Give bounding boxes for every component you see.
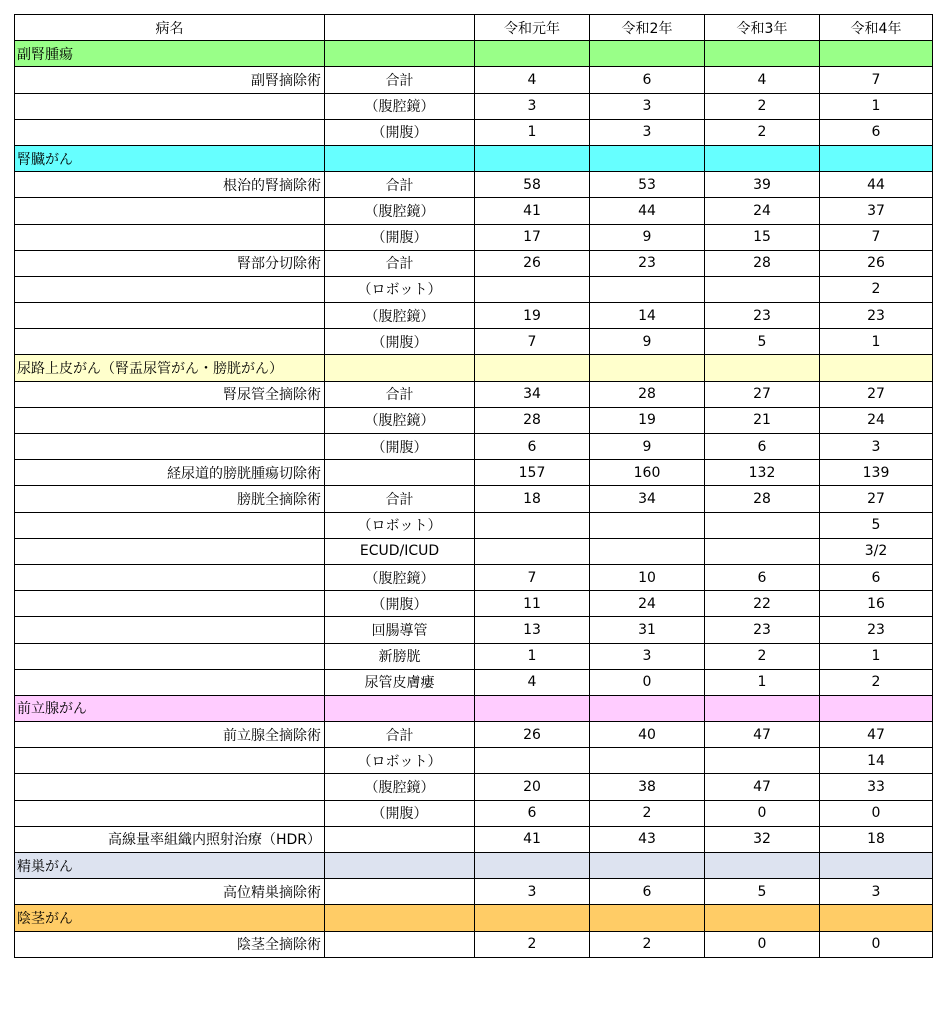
category-fill-cell xyxy=(475,695,590,721)
count-cell-year-1: 41 xyxy=(475,198,590,224)
procedure-name xyxy=(15,774,325,800)
table-row xyxy=(15,224,933,250)
category-fill-cell xyxy=(705,41,820,67)
count-cell-year-2: 44 xyxy=(590,198,705,224)
procedure-subtype: （開腹） xyxy=(325,119,475,145)
header-year-r3: 令和3年 xyxy=(705,15,820,41)
count-cell-year-4: 2 xyxy=(820,669,933,695)
procedure-name: 副腎摘除術 xyxy=(15,67,325,93)
count-cell-year-4: 6 xyxy=(820,119,933,145)
table-row xyxy=(15,591,933,617)
procedure-subtype: 新膀胱 xyxy=(325,643,475,669)
procedure-name: 膀胱全摘除術 xyxy=(15,486,325,512)
count-cell-year-1: 3 xyxy=(475,93,590,119)
count-cell-year-3: 1 xyxy=(705,669,820,695)
count-cell-year-3: 0 xyxy=(705,931,820,957)
count-cell-year-1: 1 xyxy=(475,643,590,669)
procedure-name xyxy=(15,538,325,564)
count-cell-year-4: 33 xyxy=(820,774,933,800)
table-row xyxy=(15,931,933,957)
count-cell-year-2: 14 xyxy=(590,303,705,329)
count-cell-year-1 xyxy=(475,538,590,564)
category-fill-cell xyxy=(325,905,475,931)
count-cell-year-3: 22 xyxy=(705,591,820,617)
count-cell-year-4: 1 xyxy=(820,643,933,669)
count-cell-year-1: 2 xyxy=(475,931,590,957)
table-row xyxy=(15,381,933,407)
procedure-subtype xyxy=(325,931,475,957)
count-cell-year-4: 26 xyxy=(820,250,933,276)
procedure-name xyxy=(15,617,325,643)
table-row xyxy=(15,303,933,329)
count-cell-year-1: 4 xyxy=(475,67,590,93)
count-cell-year-4: 5 xyxy=(820,512,933,538)
table-row xyxy=(15,538,933,564)
procedure-subtype: （腹腔鏡） xyxy=(325,564,475,590)
procedure-name: 高線量率組織内照射治療（HDR） xyxy=(15,826,325,852)
table-body xyxy=(15,41,933,958)
count-cell-year-4: 14 xyxy=(820,748,933,774)
procedure-subtype xyxy=(325,826,475,852)
count-cell-year-1: 6 xyxy=(475,434,590,460)
table-row xyxy=(15,329,933,355)
category-fill-cell xyxy=(590,355,705,381)
count-cell-year-1: 41 xyxy=(475,826,590,852)
count-cell-year-4: 0 xyxy=(820,800,933,826)
procedure-name xyxy=(15,591,325,617)
procedure-name xyxy=(15,329,325,355)
count-cell-year-3: 6 xyxy=(705,564,820,590)
procedure-name xyxy=(15,564,325,590)
count-cell-year-3: 6 xyxy=(705,434,820,460)
procedure-subtype: 合計 xyxy=(325,486,475,512)
count-cell-year-2: 24 xyxy=(590,591,705,617)
count-cell-year-3: 15 xyxy=(705,224,820,250)
header-year-r1: 令和元年 xyxy=(475,15,590,41)
count-cell-year-4: 3 xyxy=(820,434,933,460)
count-cell-year-1: 3 xyxy=(475,879,590,905)
category-label: 副腎腫瘍 xyxy=(15,41,325,67)
count-cell-year-3: 28 xyxy=(705,250,820,276)
category-fill-cell xyxy=(820,145,933,171)
procedure-name xyxy=(15,119,325,145)
count-cell-year-3: 23 xyxy=(705,617,820,643)
count-cell-year-3: 132 xyxy=(705,460,820,486)
procedure-subtype: 合計 xyxy=(325,172,475,198)
count-cell-year-1: 6 xyxy=(475,800,590,826)
count-cell-year-1: 7 xyxy=(475,329,590,355)
category-label: 腎臓がん xyxy=(15,145,325,171)
count-cell-year-2: 160 xyxy=(590,460,705,486)
count-cell-year-2: 2 xyxy=(590,800,705,826)
procedure-name xyxy=(15,748,325,774)
header-sub xyxy=(325,15,475,41)
count-cell-year-4: 2 xyxy=(820,276,933,302)
procedure-subtype: （腹腔鏡） xyxy=(325,774,475,800)
procedure-subtype: （腹腔鏡） xyxy=(325,198,475,224)
category-label: 陰茎がん xyxy=(15,905,325,931)
table-row xyxy=(15,774,933,800)
category-fill-cell xyxy=(325,355,475,381)
count-cell-year-4: 0 xyxy=(820,931,933,957)
table-row xyxy=(15,172,933,198)
procedure-name xyxy=(15,303,325,329)
category-fill-cell xyxy=(820,695,933,721)
count-cell-year-1: 19 xyxy=(475,303,590,329)
category-fill-cell xyxy=(475,355,590,381)
count-cell-year-2: 3 xyxy=(590,119,705,145)
category-fill-cell xyxy=(475,145,590,171)
table-row xyxy=(15,722,933,748)
count-cell-year-2: 3 xyxy=(590,93,705,119)
category-row xyxy=(15,355,933,381)
category-fill-cell xyxy=(475,905,590,931)
count-cell-year-1: 26 xyxy=(475,250,590,276)
table-row xyxy=(15,669,933,695)
count-cell-year-3: 2 xyxy=(705,643,820,669)
count-cell-year-3 xyxy=(705,538,820,564)
count-cell-year-4: 37 xyxy=(820,198,933,224)
count-cell-year-3: 0 xyxy=(705,800,820,826)
count-cell-year-3: 24 xyxy=(705,198,820,224)
procedure-subtype: （ロボット） xyxy=(325,512,475,538)
category-row xyxy=(15,905,933,931)
count-cell-year-3: 47 xyxy=(705,774,820,800)
count-cell-year-3: 2 xyxy=(705,93,820,119)
count-cell-year-2: 43 xyxy=(590,826,705,852)
procedure-subtype: （開腹） xyxy=(325,591,475,617)
header-row xyxy=(15,15,933,41)
count-cell-year-1 xyxy=(475,748,590,774)
count-cell-year-4: 3 xyxy=(820,879,933,905)
procedure-name: 高位精巣摘除術 xyxy=(15,879,325,905)
count-cell-year-2: 9 xyxy=(590,434,705,460)
procedure-subtype: 合計 xyxy=(325,722,475,748)
count-cell-year-4: 23 xyxy=(820,617,933,643)
procedure-subtype: 回腸導管 xyxy=(325,617,475,643)
procedure-name xyxy=(15,800,325,826)
count-cell-year-4: 18 xyxy=(820,826,933,852)
procedure-name: 腎部分切除術 xyxy=(15,250,325,276)
count-cell-year-1: 17 xyxy=(475,224,590,250)
count-cell-year-1: 4 xyxy=(475,669,590,695)
count-cell-year-4: 27 xyxy=(820,486,933,512)
category-label: 前立腺がん xyxy=(15,695,325,721)
count-cell-year-4: 16 xyxy=(820,591,933,617)
category-fill-cell xyxy=(705,853,820,879)
procedure-subtype xyxy=(325,460,475,486)
procedure-subtype: （腹腔鏡） xyxy=(325,93,475,119)
category-fill-cell xyxy=(325,853,475,879)
count-cell-year-3: 39 xyxy=(705,172,820,198)
category-fill-cell xyxy=(820,41,933,67)
category-row xyxy=(15,853,933,879)
category-fill-cell xyxy=(325,695,475,721)
count-cell-year-4: 23 xyxy=(820,303,933,329)
count-cell-year-1: 20 xyxy=(475,774,590,800)
count-cell-year-2: 53 xyxy=(590,172,705,198)
count-cell-year-2: 0 xyxy=(590,669,705,695)
table-row xyxy=(15,564,933,590)
category-fill-cell xyxy=(590,145,705,171)
count-cell-year-1: 11 xyxy=(475,591,590,617)
count-cell-year-1: 7 xyxy=(475,564,590,590)
header-year-r2: 令和2年 xyxy=(590,15,705,41)
count-cell-year-2: 6 xyxy=(590,879,705,905)
count-cell-year-2: 23 xyxy=(590,250,705,276)
category-fill-cell xyxy=(590,41,705,67)
count-cell-year-4: 6 xyxy=(820,564,933,590)
count-cell-year-1: 18 xyxy=(475,486,590,512)
category-fill-cell xyxy=(705,355,820,381)
table-row xyxy=(15,617,933,643)
count-cell-year-2: 10 xyxy=(590,564,705,590)
table-row xyxy=(15,748,933,774)
procedure-name xyxy=(15,512,325,538)
count-cell-year-2: 6 xyxy=(590,67,705,93)
procedure-name: 前立腺全摘除術 xyxy=(15,722,325,748)
procedure-name: 根治的腎摘除術 xyxy=(15,172,325,198)
procedure-name: 陰茎全摘除術 xyxy=(15,931,325,957)
category-fill-cell xyxy=(475,41,590,67)
procedure-name: 腎尿管全摘除術 xyxy=(15,381,325,407)
count-cell-year-3: 5 xyxy=(705,879,820,905)
count-cell-year-1: 28 xyxy=(475,407,590,433)
category-row xyxy=(15,695,933,721)
count-cell-year-2 xyxy=(590,538,705,564)
count-cell-year-1: 1 xyxy=(475,119,590,145)
table-row xyxy=(15,434,933,460)
procedure-subtype: 合計 xyxy=(325,381,475,407)
table-row xyxy=(15,643,933,669)
category-row xyxy=(15,41,933,67)
procedure-name xyxy=(15,434,325,460)
table-row xyxy=(15,826,933,852)
category-fill-cell xyxy=(705,695,820,721)
procedure-name xyxy=(15,643,325,669)
category-fill-cell xyxy=(590,905,705,931)
count-cell-year-4: 47 xyxy=(820,722,933,748)
category-fill-cell xyxy=(325,145,475,171)
count-cell-year-2: 34 xyxy=(590,486,705,512)
count-cell-year-1: 157 xyxy=(475,460,590,486)
header-year-r4: 令和4年 xyxy=(820,15,933,41)
count-cell-year-4: 3/2 xyxy=(820,538,933,564)
procedure-subtype: （開腹） xyxy=(325,224,475,250)
count-cell-year-2 xyxy=(590,512,705,538)
table-row xyxy=(15,93,933,119)
procedure-subtype: 合計 xyxy=(325,250,475,276)
category-fill-cell xyxy=(820,355,933,381)
table-row xyxy=(15,879,933,905)
count-cell-year-4: 44 xyxy=(820,172,933,198)
category-row xyxy=(15,145,933,171)
category-fill-cell xyxy=(820,853,933,879)
count-cell-year-1: 34 xyxy=(475,381,590,407)
count-cell-year-2: 19 xyxy=(590,407,705,433)
count-cell-year-4: 7 xyxy=(820,67,933,93)
count-cell-year-2: 40 xyxy=(590,722,705,748)
table-row xyxy=(15,276,933,302)
table-row xyxy=(15,486,933,512)
procedure-subtype: （開腹） xyxy=(325,800,475,826)
category-label: 尿路上皮がん（腎盂尿管がん・膀胱がん） xyxy=(15,355,325,381)
procedure-name xyxy=(15,669,325,695)
table-row xyxy=(15,512,933,538)
category-fill-cell xyxy=(325,41,475,67)
category-fill-cell xyxy=(590,695,705,721)
table-row xyxy=(15,67,933,93)
count-cell-year-1: 13 xyxy=(475,617,590,643)
count-cell-year-4: 139 xyxy=(820,460,933,486)
procedure-subtype: （ロボット） xyxy=(325,748,475,774)
table-row xyxy=(15,800,933,826)
count-cell-year-3: 21 xyxy=(705,407,820,433)
count-cell-year-3: 23 xyxy=(705,303,820,329)
procedure-name: 経尿道的膀胱腫瘍切除術 xyxy=(15,460,325,486)
count-cell-year-3: 5 xyxy=(705,329,820,355)
table-row xyxy=(15,119,933,145)
count-cell-year-2: 38 xyxy=(590,774,705,800)
count-cell-year-1: 58 xyxy=(475,172,590,198)
count-cell-year-1 xyxy=(475,276,590,302)
category-fill-cell xyxy=(705,145,820,171)
count-cell-year-3: 32 xyxy=(705,826,820,852)
count-cell-year-4: 1 xyxy=(820,329,933,355)
category-label: 精巣がん xyxy=(15,853,325,879)
count-cell-year-4: 7 xyxy=(820,224,933,250)
category-fill-cell xyxy=(475,853,590,879)
table-row xyxy=(15,198,933,224)
count-cell-year-4: 27 xyxy=(820,381,933,407)
count-cell-year-1: 26 xyxy=(475,722,590,748)
surgery-table xyxy=(14,14,933,958)
count-cell-year-3 xyxy=(705,748,820,774)
count-cell-year-3: 27 xyxy=(705,381,820,407)
count-cell-year-2 xyxy=(590,748,705,774)
category-fill-cell xyxy=(820,905,933,931)
count-cell-year-3: 47 xyxy=(705,722,820,748)
count-cell-year-2: 2 xyxy=(590,931,705,957)
procedure-name xyxy=(15,407,325,433)
count-cell-year-2: 9 xyxy=(590,329,705,355)
table-row xyxy=(15,407,933,433)
procedure-name xyxy=(15,93,325,119)
count-cell-year-3: 2 xyxy=(705,119,820,145)
procedure-name xyxy=(15,224,325,250)
procedure-name xyxy=(15,276,325,302)
count-cell-year-3 xyxy=(705,512,820,538)
count-cell-year-2: 3 xyxy=(590,643,705,669)
procedure-subtype: （腹腔鏡） xyxy=(325,407,475,433)
header-disease: 病名 xyxy=(15,15,325,41)
procedure-subtype: （腹腔鏡） xyxy=(325,303,475,329)
count-cell-year-1 xyxy=(475,512,590,538)
count-cell-year-4: 1 xyxy=(820,93,933,119)
procedure-subtype: ECUD/ICUD xyxy=(325,538,475,564)
procedure-name xyxy=(15,198,325,224)
procedure-subtype: 尿管皮膚瘻 xyxy=(325,669,475,695)
table-row xyxy=(15,460,933,486)
count-cell-year-2: 9 xyxy=(590,224,705,250)
table-row xyxy=(15,250,933,276)
count-cell-year-2: 31 xyxy=(590,617,705,643)
count-cell-year-2 xyxy=(590,276,705,302)
category-fill-cell xyxy=(705,905,820,931)
procedure-subtype: （開腹） xyxy=(325,434,475,460)
procedure-subtype: （開腹） xyxy=(325,329,475,355)
count-cell-year-4: 24 xyxy=(820,407,933,433)
category-fill-cell xyxy=(590,853,705,879)
count-cell-year-3 xyxy=(705,276,820,302)
count-cell-year-3: 28 xyxy=(705,486,820,512)
procedure-subtype: 合計 xyxy=(325,67,475,93)
procedure-subtype: （ロボット） xyxy=(325,276,475,302)
procedure-subtype xyxy=(325,879,475,905)
count-cell-year-3: 4 xyxy=(705,67,820,93)
count-cell-year-2: 28 xyxy=(590,381,705,407)
